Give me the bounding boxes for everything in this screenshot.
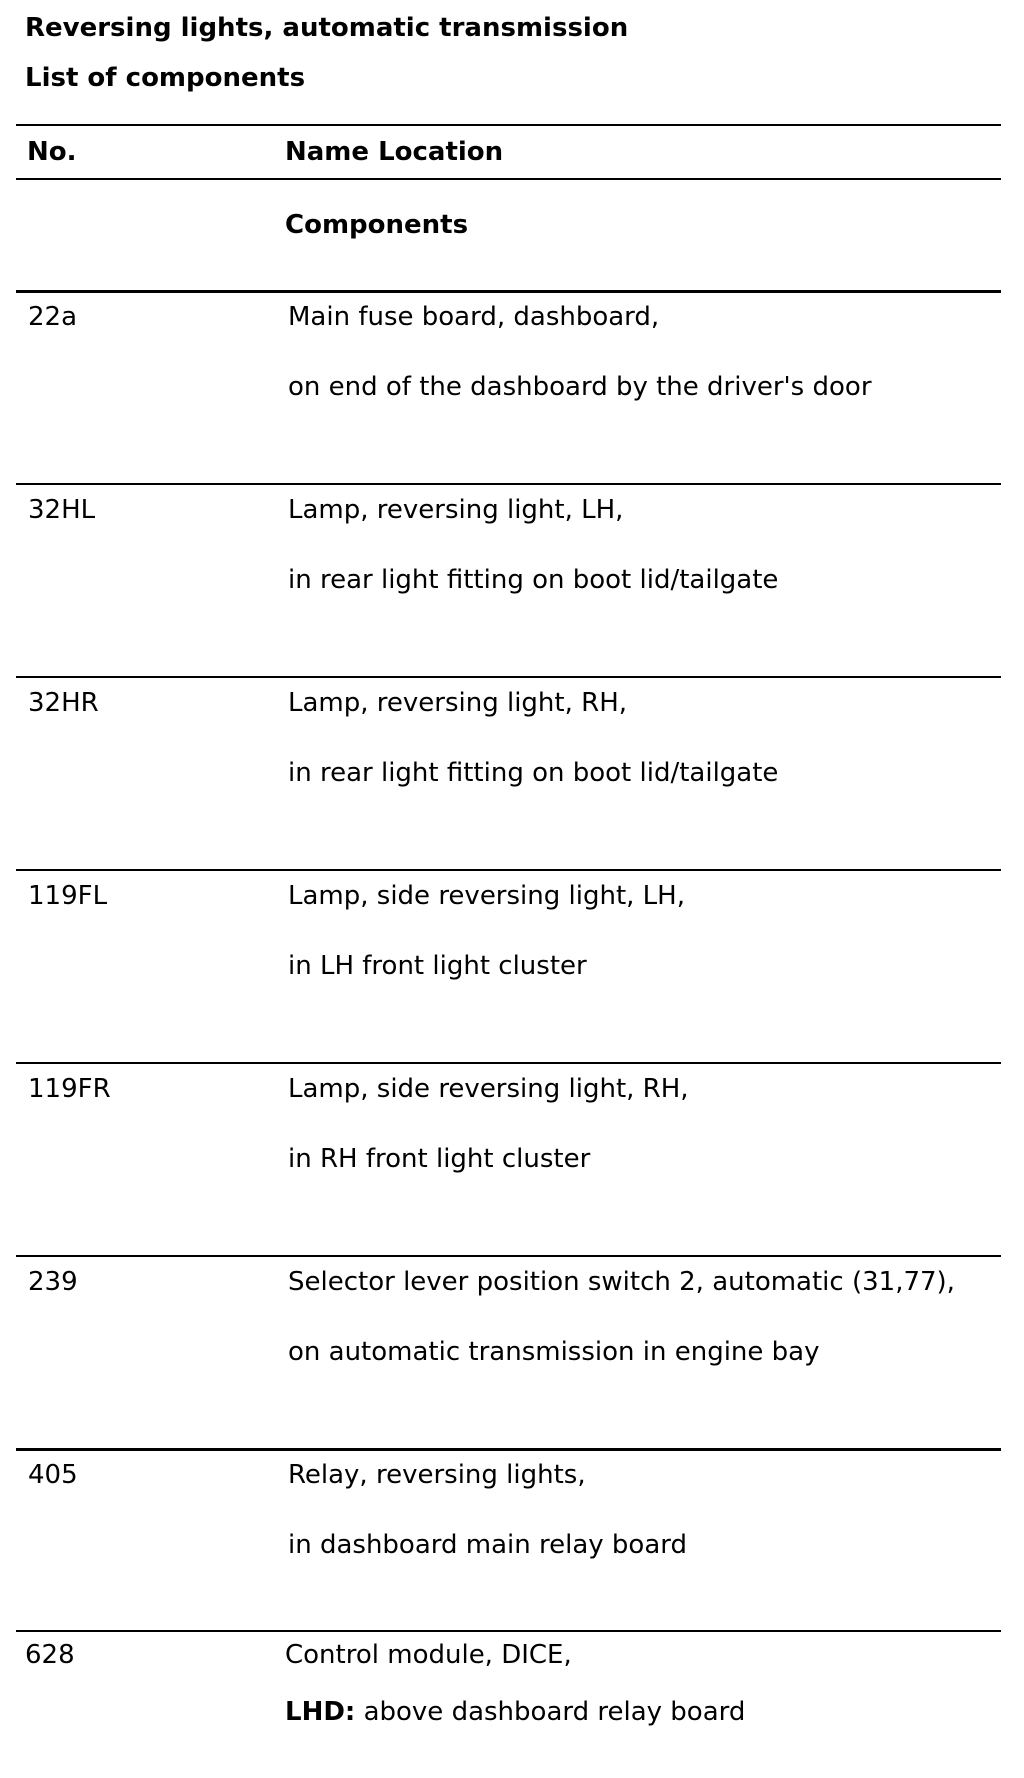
row-name: Lamp, reversing light, LH, — [288, 495, 624, 525]
row-divider — [16, 483, 1001, 485]
row-location: on end of the dashboard by the driver's door — [288, 372, 872, 402]
row-location: on automatic transmission in engine bay — [288, 1337, 820, 1367]
row-number: 405 — [28, 1460, 78, 1490]
section-label: Components — [285, 210, 469, 240]
row-number: 32HR — [28, 688, 99, 718]
column-header-no: No. — [27, 137, 77, 167]
row-location: in rear light fitting on boot lid/tailgate — [288, 758, 779, 788]
document-title: Reversing lights, automatic transmission — [25, 13, 629, 43]
column-header-name-location: Name Location — [285, 137, 504, 167]
row-number: 119FR — [28, 1074, 111, 1104]
row-divider — [16, 1255, 1001, 1257]
section-rule — [16, 290, 1001, 293]
row-location: in LH front light cluster — [288, 951, 587, 981]
row-divider — [16, 1062, 1001, 1064]
row-name: Lamp, side reversing light, RH, — [288, 1074, 689, 1104]
document-subtitle: List of components — [25, 63, 306, 93]
row-divider — [16, 1448, 1001, 1451]
row-number: 239 — [28, 1267, 78, 1297]
row-name: Lamp, side reversing light, LH, — [288, 881, 685, 911]
row-divider — [16, 1630, 1001, 1632]
row-name: Relay, reversing lights, — [288, 1460, 586, 1490]
row-divider — [16, 869, 1001, 871]
table-top-rule — [16, 124, 1001, 126]
row-name: Main fuse board, dashboard, — [288, 302, 660, 332]
row-number: 628 — [25, 1640, 75, 1670]
row-number: 119FL — [28, 881, 108, 911]
row-divider — [16, 676, 1001, 678]
row-name: Lamp, reversing light, RH, — [288, 688, 628, 718]
row-location: in rear light fitting on boot lid/tailgate — [288, 565, 779, 595]
row-number: 32HL — [28, 495, 96, 525]
row-name: Control module, DICE, — [285, 1640, 572, 1670]
row-location: in RH front light cluster — [288, 1144, 591, 1174]
header-rule — [16, 178, 1001, 180]
row-number: 22a — [28, 302, 78, 332]
row-name: Selector lever position switch 2, automatic (31,77), — [288, 1267, 955, 1297]
row-location: in dashboard main relay board — [288, 1530, 688, 1560]
row-location-prefix: LHD: — [285, 1697, 356, 1727]
row-location — [285, 1697, 745, 1727]
row-location-text: above dashboard relay board — [355, 1697, 746, 1727]
